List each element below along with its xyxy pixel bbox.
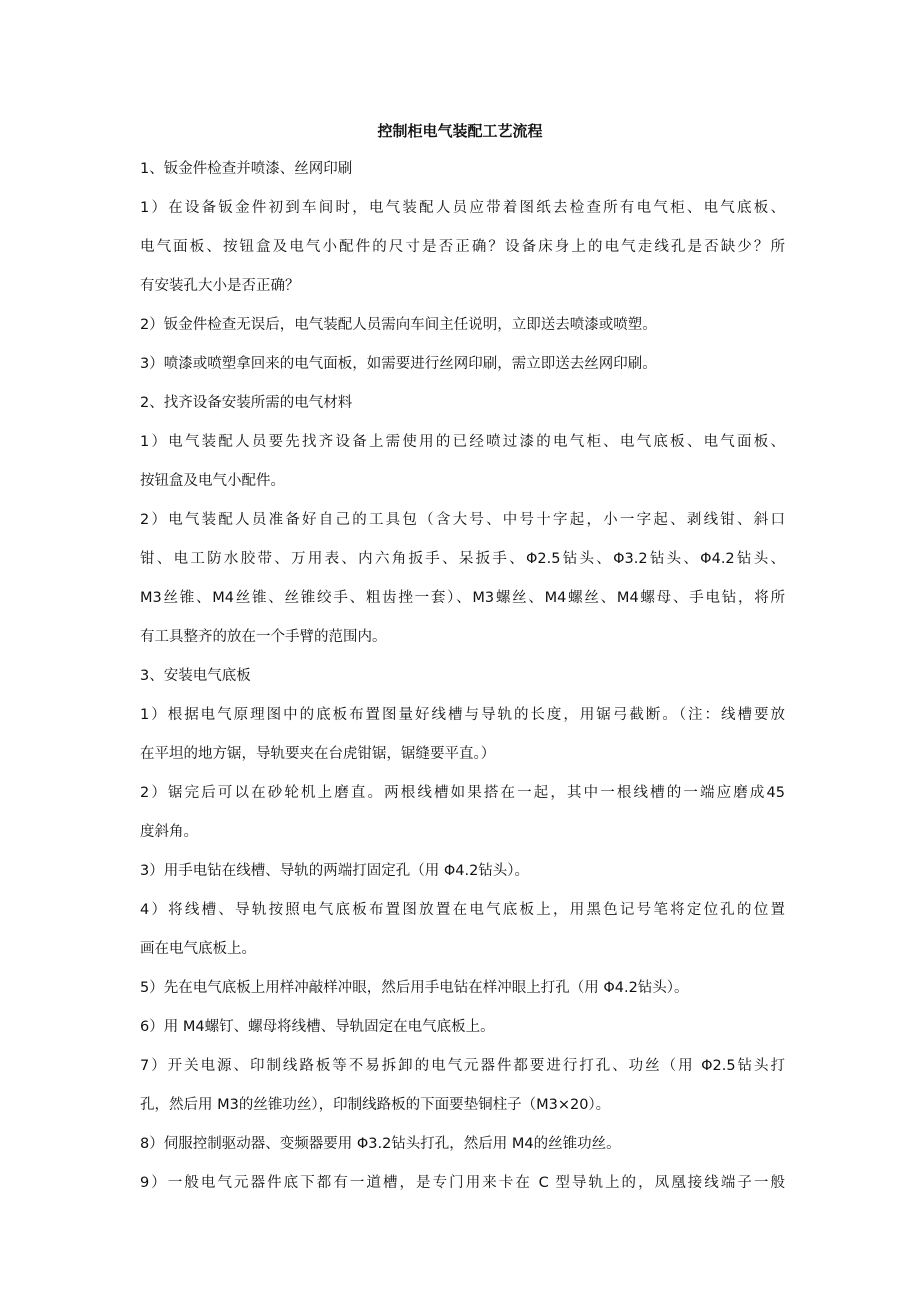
paragraph-line: 有工具整齐的放在一个手臂的范围内。 [140,629,387,645]
paragraph-line: 4）将线槽、导轨按照电气底板布置图放置在电气底板上，用黑色记号笔将定位孔的位置 [140,902,785,918]
paragraph-line: 1）根据电气原理图中的底板布置图量好线槽与导轨的长度，用锯弓截断。（注：线槽要放 [140,707,785,723]
paragraph-line: 2）锯完后可以在砂轮机上磨直。两根线槽如果搭在一起，其中一根线槽的一端应磨成45 [140,785,785,801]
paragraph-line: 有安装孔大小是否正确？ [140,278,300,294]
paragraph-line: 钳、电工防水胶带、万用表、内六角扳手、呆扳手、Φ2.5钻头、Φ3.2钻头、Φ4.2钻头、 [140,551,785,567]
paragraph-line: 6）用 M4螺钉、螺母将线槽、导轨固定在电气底板上。 [140,1019,495,1035]
paragraph-line: 3）用手电钻在线槽、导轨的两端打固定孔（用 Φ4.2钻头）。 [140,863,530,879]
paragraph-line: 8）伺服控制驱动器、变频器要用 Φ3.2钻头打孔，然后用 M4的丝锥功丝。 [140,1136,621,1152]
document-body [140,150,785,1203]
paragraph-line: 5）先在电气底板上用样冲敲样冲眼，然后用手电钻在样冲眼上打孔（用 Φ4.2钻头）。 [140,980,689,996]
paragraph-line: 画在电气底板上。 [140,941,256,957]
paragraph-line: 2）电气装配人员准备好自己的工具包（含大号、中号十字起，小一字起、剥线钳、斜口 [140,512,785,528]
paragraph-line: 2）钣金件检查无误后，电气装配人员需向车间主任说明，立即送去喷漆或喷塑。 [140,317,657,333]
paragraph-line: 1）电气装配人员要先找齐设备上需使用的已经喷过漆的电气柜、电气底板、电气面板、 [140,434,785,450]
paragraph-line: 度斜角。 [140,824,198,840]
paragraph-line: 在平坦的地方锯，导轨要夹在台虎钳锯，锯缝要平直。） [140,746,496,762]
paragraph-line: 按钮盒及电气小配件。 [140,473,285,489]
paragraph-line: 电气面板、按钮盒及电气小配件的尺寸是否正确？设备床身上的电气走线孔是否缺少？所 [140,239,785,255]
section-heading-3: 3、安装电气底板 [140,668,251,684]
section-heading-2: 2、找齐设备安装所需的电气材料 [140,395,353,411]
paragraph-line: 孔，然后用 M3的丝锥功丝），印制线路板的下面要垫铜柱子（M3×20）。 [140,1097,611,1113]
section-heading-1: 1、钣金件检查并喷漆、丝网印刷 [140,161,353,177]
paragraph-line: 9）一般电气元器件底下都有一道槽，是专门用来卡在 C 型导轨上的，凤凰接线端子一般 [140,1175,785,1191]
paragraph-line: 1）在设备钣金件初到车间时，电气装配人员应带着图纸去检查所有电气柜、电气底板、 [140,200,785,216]
paragraph-line: 3）喷漆或喷塑拿回来的电气面板，如需要进行丝网印刷，需立即送去丝网印刷。 [140,356,657,372]
document-title: 控制柜电气装配工艺流程 [377,122,543,140]
paragraph-line: M3丝锥、M4丝锥、丝锥绞手、粗齿挫一套）、M3螺丝、M4螺丝、M4螺母、手电钻，将所 [140,590,785,606]
paragraph-line: 7）开关电源、印制线路板等不易拆卸的电气元器件都要进行打孔、功丝（用 Φ2.5钻头打 [140,1058,785,1074]
